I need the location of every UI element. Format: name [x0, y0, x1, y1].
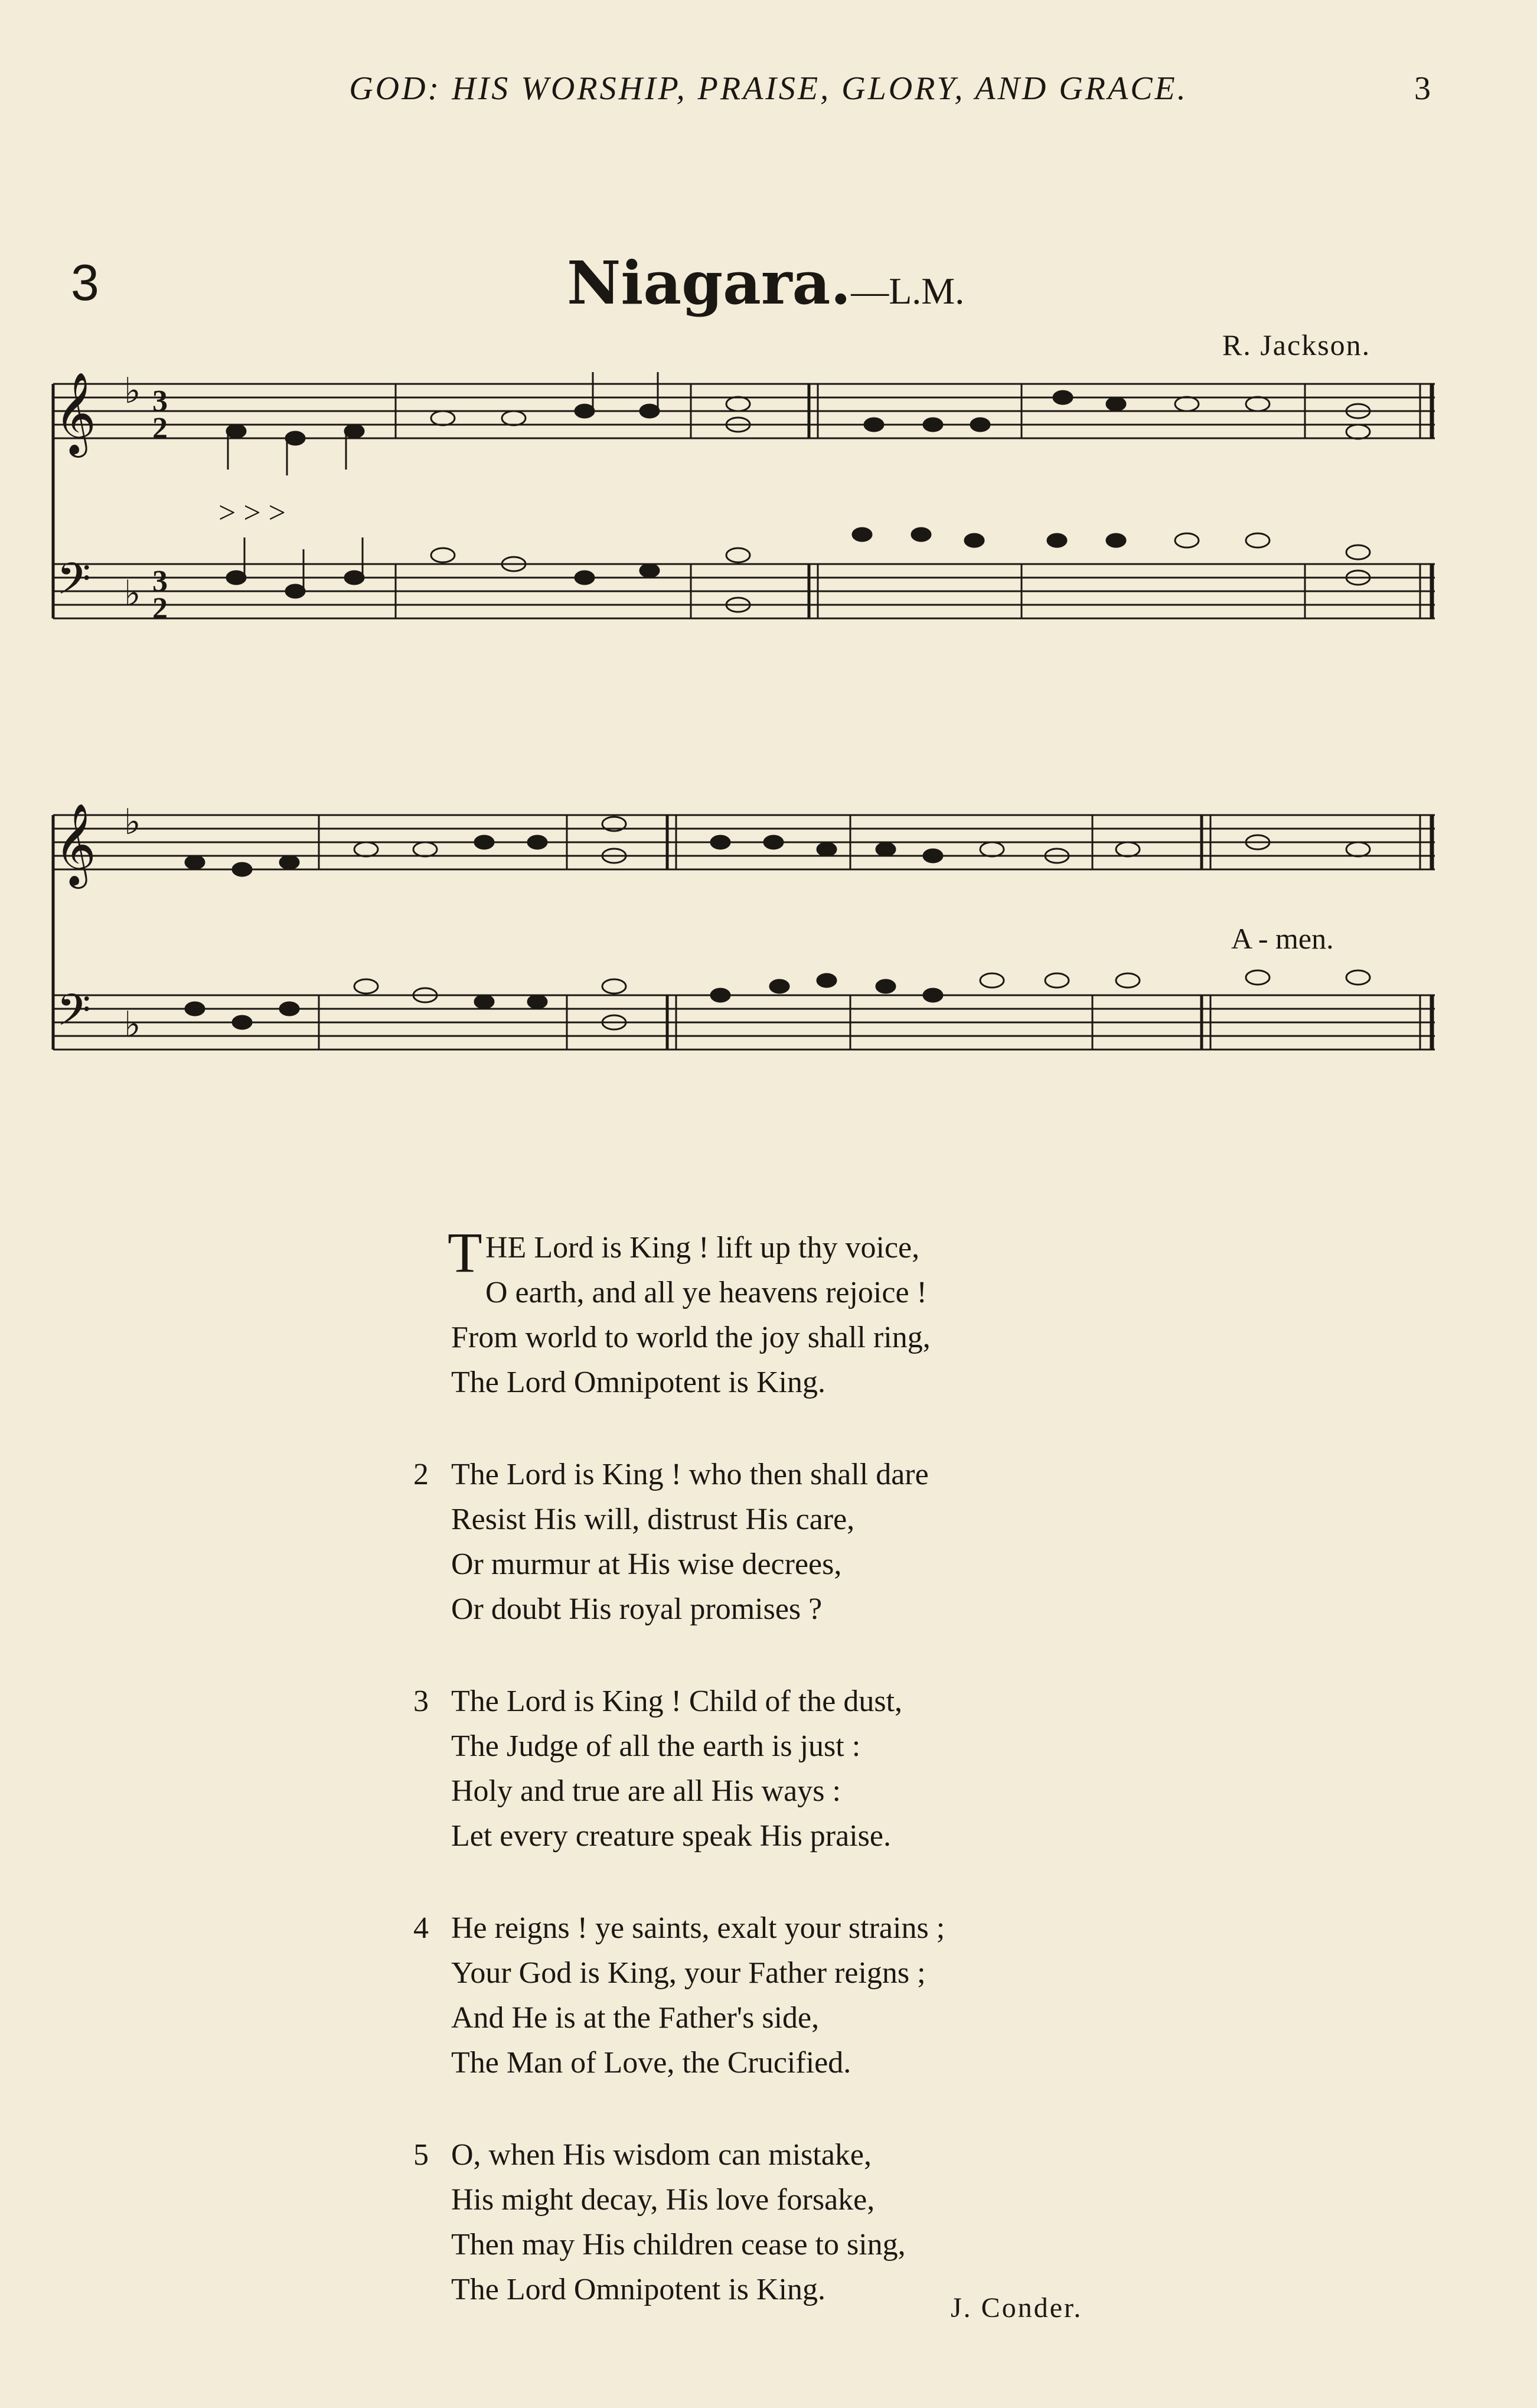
time-signature: 3: [152, 385, 168, 418]
stanza-number: 5: [413, 2138, 429, 2172]
stanza-line: The Lord is King ! Child of the dust,: [451, 1684, 903, 1718]
stanza-line: O, when His wisdom can mistake,: [451, 2138, 872, 2172]
bass-staff: [53, 995, 1435, 1050]
stanza-line: He reigns ! ye saints, exalt your strains ;: [451, 1911, 945, 1945]
tune-name: Niagara.: [567, 248, 851, 318]
stanza-5: [413, 2133, 1181, 2312]
stanza-number: 4: [413, 1911, 429, 1945]
page-number: 3: [1414, 70, 1431, 107]
stanza-line: The Lord Omnipotent is King.: [451, 1366, 826, 1399]
stanza-2: [413, 1452, 1181, 1632]
bass-clef-icon: 𝄢: [57, 985, 91, 1047]
treble-notes: [185, 817, 1370, 876]
treble-staff: [53, 815, 1435, 869]
bass-notes: [227, 528, 1370, 612]
stanza-line: His might decay, His love forsake,: [451, 2183, 875, 2217]
stanza-number: 3: [413, 1684, 429, 1718]
stanza-number: 2: [413, 1458, 429, 1491]
stanza-line: Or murmur at His wise decrees,: [451, 1547, 842, 1581]
stanza-line: And He is at the Father's side,: [451, 2001, 820, 2035]
stanza-1: [413, 1221, 1181, 1405]
stanza-line: Let every creature speak His praise.: [451, 1819, 891, 1853]
stanza-line: From world to world the joy shall ring,: [451, 1321, 931, 1354]
stanza-line: Holy and true are all His ways :: [451, 1774, 841, 1808]
stanza-4: [413, 1906, 1181, 2086]
hymn-number: 3: [71, 255, 99, 311]
accent-marks: > > >: [218, 496, 286, 530]
flat-icon: ♭: [124, 1004, 141, 1045]
drop-cap: T: [448, 1221, 482, 1284]
time-signature: 2: [152, 592, 168, 625]
stanza-line: Your God is King, your Father reigns ;: [451, 1956, 926, 1990]
flat-icon: ♭: [124, 573, 141, 614]
flat-icon: ♭: [124, 370, 141, 412]
time-signature: 3: [152, 565, 168, 598]
bass-clef-icon: 𝄢: [57, 553, 91, 615]
tune-title: [567, 248, 964, 318]
stanza-3: [413, 1679, 1181, 1859]
stanza-line: Resist His will, distrust His care,: [451, 1503, 855, 1536]
treble-clef-icon: 𝄞: [54, 803, 96, 885]
tune-meter: —L.M.: [851, 270, 965, 312]
composer-credit: R. Jackson.: [1222, 328, 1371, 361]
author-credit: J. Conder.: [951, 2292, 1083, 2324]
stanza-line: Or doubt His royal promises ?: [451, 1592, 823, 1626]
flat-icon: ♭: [124, 801, 141, 843]
amen-label: A - men.: [1231, 922, 1334, 955]
stanza-line: The Man of Love, the Crucified.: [451, 2046, 851, 2080]
stanza-line: The Judge of all the earth is just :: [451, 1729, 861, 1763]
hymn-text: [413, 1221, 1181, 2360]
treble-clef-icon: 𝄞: [54, 372, 96, 454]
stanza-line: The Lord Omnipotent is King.: [451, 2273, 826, 2306]
stanza-line: The Lord is King ! who then shall dare: [451, 1458, 929, 1491]
stanza-line: O earth, and all ye heavens rejoice !: [485, 1276, 927, 1309]
bass-notes: [185, 970, 1370, 1029]
stanza-line: HE Lord is King ! lift up thy voice,: [485, 1231, 920, 1265]
stanza-line: Then may His children cease to sing,: [451, 2228, 906, 2262]
music-system-1: [0, 354, 1537, 662]
running-head: GOD: HIS WORSHIP, PRAISE, GLORY, AND GRACE.: [349, 70, 1188, 107]
time-signature: 2: [152, 412, 168, 445]
